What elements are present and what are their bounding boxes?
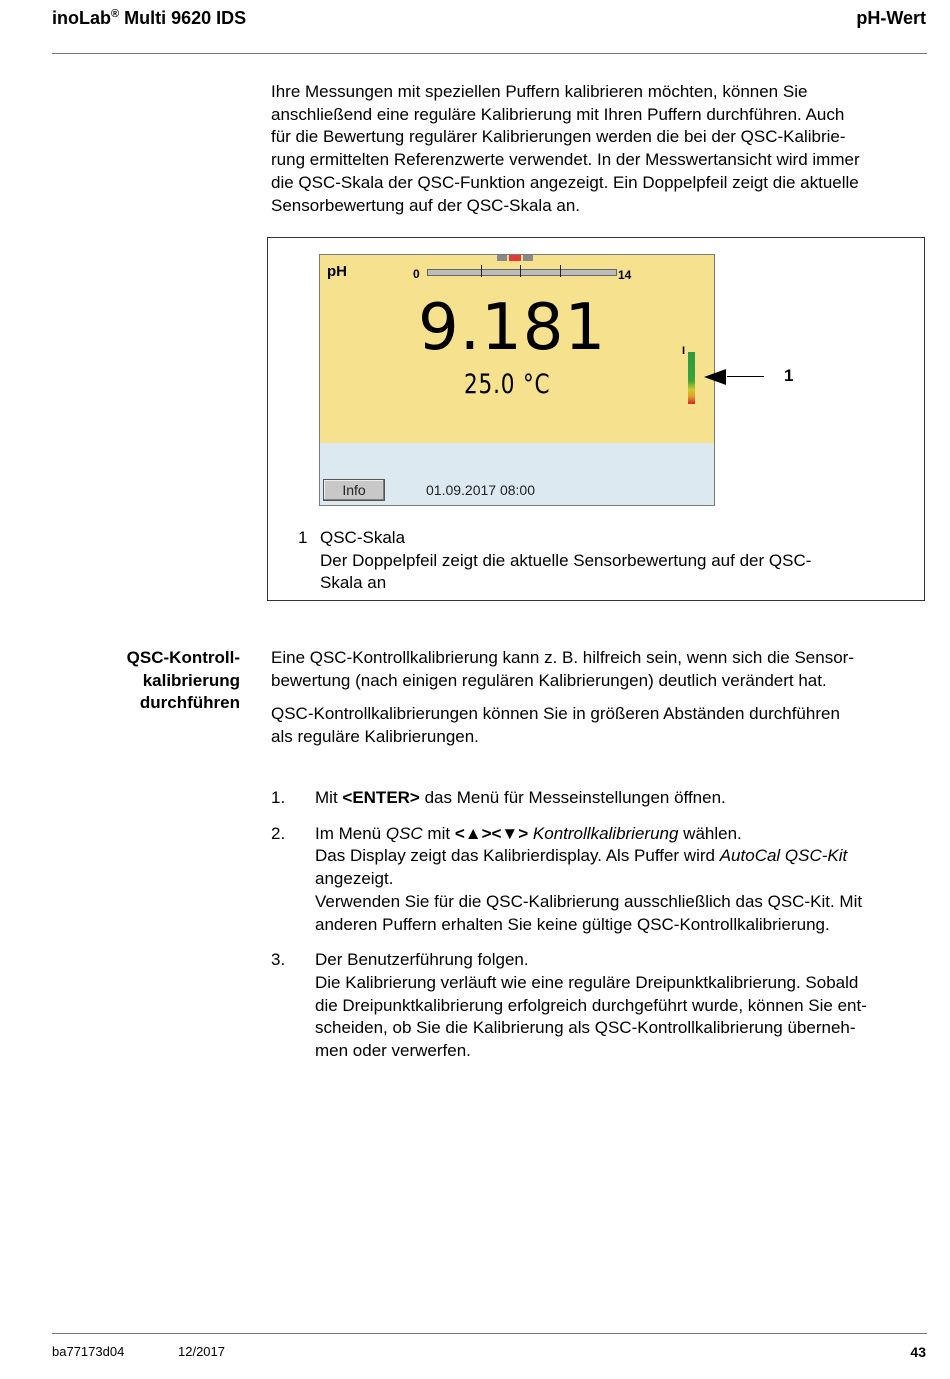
section-title [70,647,240,715]
section-body [271,647,931,760]
step-number: 1. [271,788,286,807]
scale-tick [481,265,482,277]
step-text: das Menü für Messeinstellungen öffnen. [419,788,726,807]
scale-min-label: 0 [413,267,420,281]
step-text: men oder verwerfen. [315,1041,471,1061]
step-item [271,823,931,937]
paragraph-line: als reguläre Kalibrierungen. [271,727,479,747]
header-product [52,8,246,29]
intro-line: rung ermittelten Referenzwerte verwendet. In der Messwertansicht wird immer [271,150,860,170]
temperature-value: 25.0 °C [464,369,551,400]
section-title-line: kalibrierung [142,670,240,690]
step-text: mit [422,823,455,843]
qsc-double-arrow-icon: I [682,345,686,357]
step-text: die Dreipunktkalibrierung erfolgreich durchgeführt wurde, können Sie ent- [315,995,867,1015]
step-text: Verwenden Sie für die QSC-Kalibrierung ausschließlich das QSC-Kit. Mit [315,891,863,911]
scale-marker-right [523,255,533,261]
info-button[interactable]: Info [323,479,385,501]
step-item [271,787,931,810]
step-number: 2. [271,823,286,843]
buffer-name: AutoCal QSC-Kit [719,846,848,866]
menu-name: QSC [385,823,423,843]
footer-rule [52,1333,927,1334]
intro-line: Ihre Messungen mit speziellen Puffern kalibrieren möchten, können Sie [271,82,808,101]
scale-max-label: 14 [618,268,632,282]
product-name: inoLab [52,8,111,28]
product-model: Multi 9620 IDS [119,8,247,28]
step-text: Die Kalibrierung verläuft wie eine reguläre Dreipunktkalibrierung. Sobald [315,972,859,992]
menu-item-name: Kontrollkalibrierung [532,823,679,843]
intro-line: für die Bewertung regulärer Kalibrierungen werden die bei der QSC-Kalibrie- [271,127,846,147]
intro-line: anschließend eine reguläre Kalibrierung mit Ihren Puffern durchführen. Auch [271,104,845,124]
scale-tick [520,265,521,277]
step-text: scheiden, ob Sie die Kalibrierung als QSC-Kontrollkalibrierung überneh- [315,1018,856,1038]
footer-doc-id: ba77173d04 [52,1344,125,1359]
registered-mark: ® [111,8,120,20]
key-label: <ENTER> [342,788,420,807]
paragraph-line: bewertung (nach einigen regulären Kalibrierungen) deutlich verändert hat. [271,670,827,690]
step-list [271,787,931,1076]
device-display [319,254,715,506]
step-text: Das Display zeigt das Kalibrierdisplay. Als Puffer wird [315,846,720,866]
step-text: wählen. [678,823,742,843]
legend-line: Skala an [320,573,387,593]
header-section: pH-Wert [856,8,926,28]
qsc-scale-bar [688,352,695,404]
step-text: Mit [315,788,343,807]
paragraph-line: QSC-Kontrollkalibrierungen können Sie in größeren Abständen durchführen [271,704,840,724]
display-unit: pH [327,263,347,280]
paragraph-line: Eine QSC-Kontrollkalibrierung kann z. B. hilfreich sein, wenn sich die Sensor- [271,648,854,667]
header-rule [52,53,927,54]
legend-title: QSC-Skala [320,528,406,547]
ph-value: 9.181 [418,291,607,365]
display-measurement-area [320,255,714,443]
section-title-line: QSC-Kontroll- [126,648,240,667]
legend-number: 1 [298,528,308,547]
footer-date: 12/2017 [178,1344,225,1359]
display-datetime: 01.09.2017 08:00 [426,482,535,498]
scale-marker-left [497,255,507,261]
legend-line: Der Doppelpfeil zeigt die aktuelle Sensorbewertung auf der QSC- [320,550,812,570]
scale-tick [560,265,561,277]
intro-line: Sensorbewertung auf der QSC-Skala an. [271,195,581,215]
arrow-keys-label: <▲><▼> [454,823,529,843]
step-number: 3. [271,950,286,970]
page-number: 43 [910,1344,926,1360]
step-text: Der Benutzerführung folgen. [315,950,529,970]
callout-arrow-icon [700,366,730,388]
step-text: Im Menü [315,823,386,843]
scale-marker-active [509,255,521,261]
callout-number: 1 [784,366,794,385]
intro-line: die QSC-Skala der QSC-Funktion angezeigt. Ein Doppelpfeil zeigt die aktuelle [271,172,859,192]
section-paragraph [271,647,931,692]
section-paragraph [271,703,931,748]
step-text: angezeigt. [315,869,394,889]
step-item [271,949,931,1063]
section-title-line: durchführen [139,693,240,713]
callout-line [727,376,764,377]
intro-paragraph [271,81,931,217]
step-text: anderen Puffern erhalten Sie keine gültige QSC-Kontrollkalibrierung. [315,914,830,934]
ph-scale-bar [427,269,617,276]
